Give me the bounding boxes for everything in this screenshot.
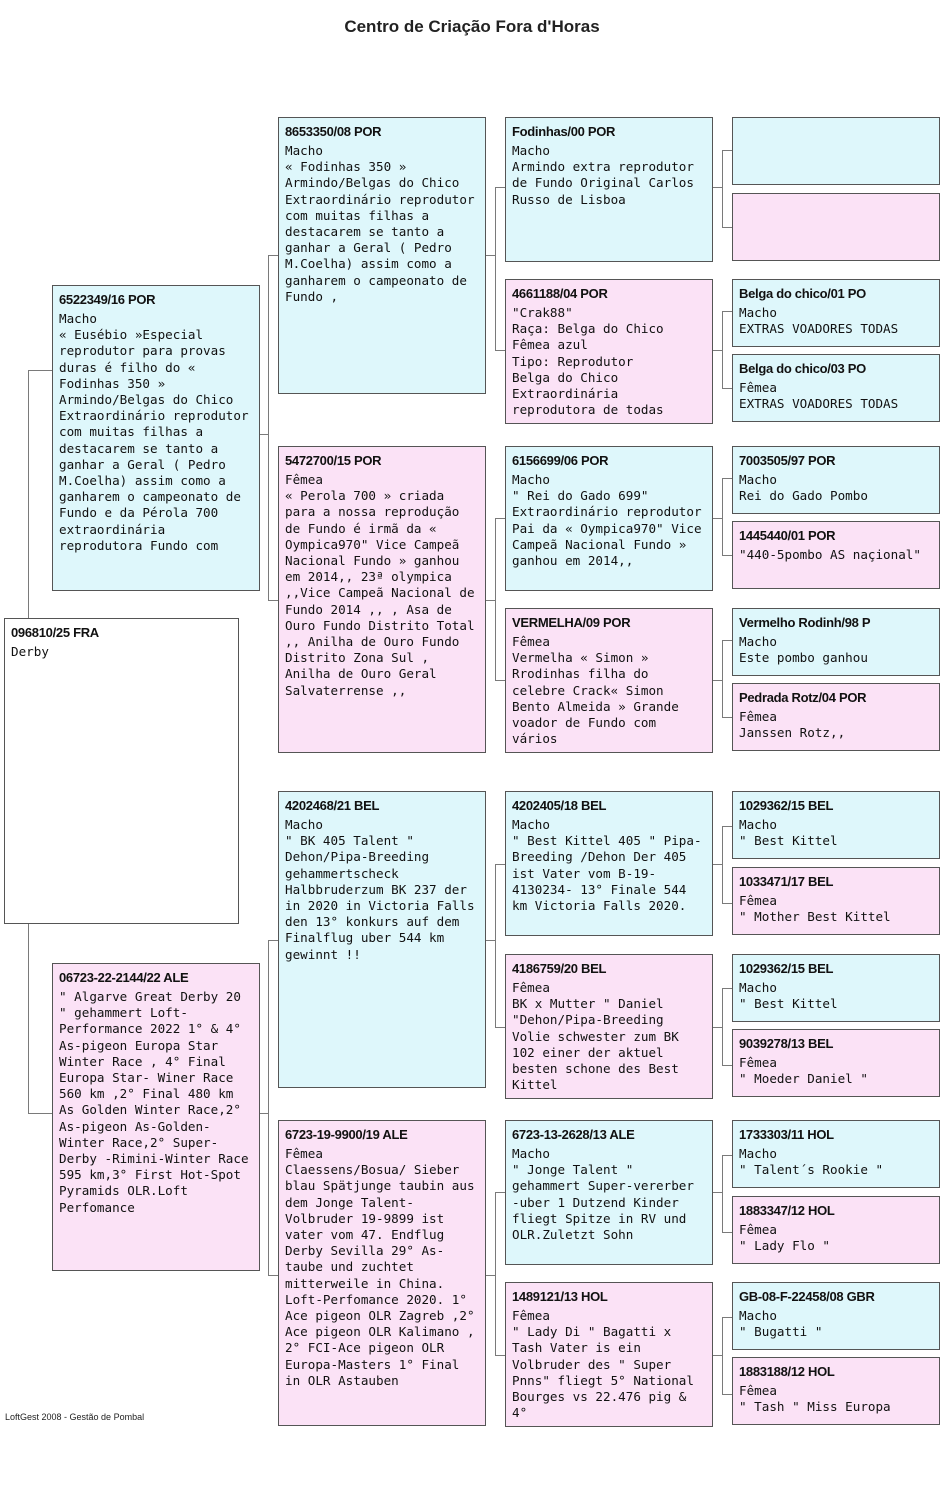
connector xyxy=(722,555,732,556)
connector xyxy=(722,150,723,227)
gen4-text: Fêmea Janssen Rotz,, xyxy=(739,709,846,741)
gen3-card[interactable] xyxy=(505,791,713,936)
connector xyxy=(713,350,722,351)
gen3-ring: 6156699/06 POR xyxy=(512,453,609,468)
gen4-ring: 1733303/11 HOL xyxy=(739,1127,834,1142)
connector xyxy=(722,478,723,555)
gen4-card[interactable] xyxy=(732,867,940,935)
connector xyxy=(268,255,269,600)
connector xyxy=(260,1113,268,1114)
connector xyxy=(495,1027,505,1028)
gen4-card[interactable] xyxy=(732,791,940,859)
connector xyxy=(722,1155,723,1232)
gen3-text: Macho Armindo extra reprodutor de Fundo Original Carlos Russo de Lisboa xyxy=(512,143,694,207)
gen4-card[interactable] xyxy=(732,1357,940,1425)
grandsire-maternal-ring: 4202468/21 BEL xyxy=(285,798,380,813)
gen4-ring xyxy=(733,118,939,128)
connector xyxy=(495,680,505,681)
gen4-ring: Pedrada Rotz/04 POR xyxy=(739,690,867,705)
gen4-card[interactable] xyxy=(732,279,940,347)
connector xyxy=(722,1155,732,1156)
gen4-ring: 1883188/12 HOL xyxy=(739,1364,835,1379)
gen4-ring: 1033471/17 BEL xyxy=(739,874,834,889)
gen3-ring: 4186759/20 BEL xyxy=(512,961,607,976)
gen4-ring: 7003505/97 POR xyxy=(739,453,836,468)
gen4-card[interactable] xyxy=(732,608,940,676)
connector xyxy=(28,370,52,371)
connector xyxy=(722,826,723,903)
grandsire-maternal-text: Macho " BK 405 Talent " Dehon/Pipa-Breeding gehammertscheck Halbbruderzum BK 237 der in 2020 in Victoria Falls den 13° konkurs auf dem Finalflug uber 544 km gewinnt !! xyxy=(285,817,475,962)
connector xyxy=(722,1394,732,1395)
gen4-text: Fêmea " Mother Best Kittel xyxy=(739,893,891,925)
grandsire-paternal-ring: 8653350/08 POR xyxy=(285,124,382,139)
gen3-card[interactable] xyxy=(505,446,713,591)
connector xyxy=(722,311,723,388)
granddam-maternal-text: Fêmea Claessens/Bosua/ Sieber blau Spätjunge taubin aus dem Jonge Talent-Volbruder 19-9899 ist vater vom 47. Endflug Derby Sevilla 29° As-taube und zuchtet mitterweile in China. Loft-Perfomance 2020. 1° Ace pigeon OLR Zagreb ,2° Ace pigeon OLR Kalimano , 2° FCI-Ace pigeon OLR Europa-Masters 1° Final in OLR Astauben xyxy=(285,1146,475,1388)
connector xyxy=(713,1192,722,1193)
subject-card[interactable] xyxy=(4,618,239,924)
grandsire-paternal-card[interactable] xyxy=(278,117,486,394)
footer-credit: LoftGest 2008 - Gestão de Pombal xyxy=(5,1412,145,1422)
connector xyxy=(268,940,269,1275)
gen3-card[interactable] xyxy=(505,954,713,1099)
connector xyxy=(495,350,505,351)
gen4-ring: 9039278/13 BEL xyxy=(739,1036,834,1051)
gen4-ring: 1029362/15 BEL xyxy=(739,798,834,813)
gen3-text: Macho " Jonge Talent " gehammert Super-vererber -uber 1 Dutzend Kinder fliegt Spitze in RV und OLR.Zuletzt Sohn xyxy=(512,1146,694,1243)
gen3-card[interactable] xyxy=(505,279,713,424)
gen4-card[interactable] xyxy=(732,1282,940,1350)
connector xyxy=(495,187,496,350)
gen4-text: Fêmea " Tash " Miss Europa xyxy=(739,1383,891,1415)
connector xyxy=(495,187,505,188)
connector xyxy=(722,478,732,479)
gen4-text: Macho " Best Kittel xyxy=(739,980,838,1012)
gen3-text: Fêmea Vermelha « Simon » Rrodinhas filha do celebre Crack« Simon Bento Almeida » Grande voador de Fundo com vários xyxy=(512,634,679,747)
gen4-text: Fêmea EXTRAS VOADORES TODAS xyxy=(739,380,899,412)
connector xyxy=(722,640,723,717)
gen3-text: Fêmea " Lady Di " Bagatti x Tash Vater is ein Volbruder des " Super Pnns" fliegt 5° National Bourges vs 22.476 pig & 4° xyxy=(512,1308,694,1421)
gen3-card[interactable] xyxy=(505,1282,713,1427)
connector xyxy=(495,518,496,680)
connector xyxy=(722,1317,732,1318)
gen4-ring: 1883347/12 HOL xyxy=(739,1203,835,1218)
connector xyxy=(28,370,29,618)
gen4-text: Fêmea " Lady Flo " xyxy=(739,1222,830,1254)
connector xyxy=(713,518,722,519)
connector xyxy=(495,1355,505,1356)
connector xyxy=(28,1113,52,1114)
gen4-card[interactable] xyxy=(732,954,940,1022)
gen3-text: Fêmea BK x Mutter " Daniel "Dehon/Pipa-Breeding Volie schwester zum BK 102 einer der aktuel besten schone des Best Kittel xyxy=(512,980,679,1093)
gen3-text: Macho " Best Kittel 405 " Pipa-Breeding /Dehon Der 405 ist Vater vom B-19-4130234- 13° Finale 544 km Victoria Falls 2020. xyxy=(512,817,702,914)
gen3-ring: VERMELHA/09 POR xyxy=(512,615,631,630)
gen4-card[interactable] xyxy=(732,683,940,751)
gen4-text: Macho " Bugatti " xyxy=(739,1308,823,1340)
gen4-card[interactable] xyxy=(732,117,940,185)
connector xyxy=(713,187,722,188)
connector xyxy=(722,640,732,641)
connector xyxy=(495,1192,496,1355)
connector xyxy=(722,150,732,151)
gen4-text: Macho " Best Kittel xyxy=(739,817,838,849)
gen4-ring: 1445440/01 POR xyxy=(739,528,836,543)
gen4-card[interactable] xyxy=(732,1196,940,1264)
subject-ring: 096810/25 FRA xyxy=(11,625,99,640)
dam-text: " Algarve Great Derby 20 " gehammert Loft-Performance 2022 1° & 4° As-pigeon Europa Star Winter Race , 4° Final Europa Star- Winer Race 560 km ,2° Final 480 km As Golden Winter Race,2° As-pigeon As-Golden-Winter Race,2° Super-Derby -Rimini-Winter Race 595 km,3° First Hot-Spot Pyramids OLR.Loft Perfomance xyxy=(59,989,257,1215)
connector xyxy=(713,864,722,865)
gen4-ring: 1029362/15 BEL xyxy=(739,961,834,976)
grandsire-paternal-text: Macho « Fodinhas 350 » Armindo/Belgas do Chico Extraordinário reprodutor com muitas filhas a destacarem se tanto a ganhar a Geral ( Pedro M.Coelha) assim como a ganharem o campeonato de Fundo , xyxy=(285,143,475,304)
connector xyxy=(722,903,732,904)
connector xyxy=(713,1027,722,1028)
gen4-card[interactable] xyxy=(732,354,940,422)
connector xyxy=(495,1192,505,1193)
gen3-text: "Crak88" Raça: Belga do Chico Fêmea azul Tipo: Reprodutor Belga do Chico Extraordinária reprodutora de todas xyxy=(512,305,664,418)
granddam-maternal-ring: 6723-19-9900/19 ALE xyxy=(285,1127,408,1142)
connector xyxy=(486,940,495,941)
gen4-text: "440-5pombo AS naçional" xyxy=(739,547,921,562)
connector xyxy=(486,600,495,601)
gen4-card[interactable] xyxy=(732,1029,940,1097)
granddam-paternal-text: Fêmea « Perola 700 » criada para a nossa reprodução de Fundo é irmã da « Oympica970" Vice Campeã Nacional Fundo » ganhou em 2014,, 23ª olympica ,,Vice Campeã Nacional de Fundo 2014 ,, , Asa de Ouro Fundo Distrito Total ,, Anilha de Ouro Fundo Distrito Zona Sul , Anilha de Ouro Geral Salvaterrense ,, xyxy=(285,472,475,698)
gen4-text: Fêmea " Moeder Daniel " xyxy=(739,1055,868,1087)
gen3-ring: 6723-13-2628/13 ALE xyxy=(512,1127,635,1142)
connector xyxy=(268,940,278,941)
gen3-card[interactable] xyxy=(505,608,713,753)
connector xyxy=(722,826,732,827)
connector xyxy=(260,434,268,435)
gen3-card[interactable] xyxy=(505,1120,713,1265)
gen4-card[interactable] xyxy=(732,193,940,261)
connector xyxy=(713,1355,722,1356)
page-title: Centro de Criação Fora d'Horas xyxy=(344,17,600,36)
gen4-card[interactable] xyxy=(732,1120,940,1188)
gen4-ring: GB-08-F-22458/08 GBR xyxy=(739,1289,875,1304)
connector xyxy=(495,864,496,1027)
granddam-paternal-card[interactable] xyxy=(278,446,486,753)
connector xyxy=(722,1065,732,1066)
connector xyxy=(28,924,29,1114)
gen4-ring: Vermelho Rodinh/98 P xyxy=(739,615,871,630)
sire-card[interactable] xyxy=(52,285,260,591)
gen4-text: Macho Este pombo ganhou xyxy=(739,634,868,666)
gen4-card[interactable] xyxy=(732,446,940,514)
connector xyxy=(713,680,722,681)
gen3-ring: Fodinhas/00 POR xyxy=(512,124,616,139)
gen4-ring: Belga do chico/03 PO xyxy=(739,361,866,376)
subject-text: Derby xyxy=(11,644,49,659)
connector xyxy=(268,1275,278,1276)
gen3-text: Macho " Rei do Gado 699" Extraordinário reprodutor Pai da « Oympica970" Vice Campeã Nacional Fundo » ganhou em 2014,, xyxy=(512,472,702,569)
connector xyxy=(722,1317,723,1394)
connector xyxy=(722,1232,732,1233)
connector xyxy=(722,988,723,1065)
connector xyxy=(722,988,732,989)
gen4-ring: Belga do chico/01 PO xyxy=(739,286,866,301)
connector xyxy=(722,388,732,389)
connector xyxy=(268,600,278,601)
connector xyxy=(486,1275,495,1276)
sire-ring: 6522349/16 POR xyxy=(59,292,156,307)
connector xyxy=(486,255,495,256)
gen3-ring: 1489121/13 HOL xyxy=(512,1289,608,1304)
gen3-card[interactable] xyxy=(505,117,713,262)
gen3-ring: 4202405/18 BEL xyxy=(512,798,607,813)
connector xyxy=(722,717,732,718)
grandsire-maternal-card[interactable] xyxy=(278,791,486,1088)
connector xyxy=(268,255,278,256)
granddam-maternal-card[interactable] xyxy=(278,1120,486,1426)
gen4-text: Macho EXTRAS VOADORES TODAS xyxy=(739,305,899,337)
gen4-ring xyxy=(733,194,939,204)
connector xyxy=(722,311,732,312)
connector xyxy=(495,864,505,865)
connector xyxy=(495,518,505,519)
gen3-ring: 4661188/04 POR xyxy=(512,286,608,301)
sire-text: Macho « Eusébio »Especial reprodutor para provas duras é filho do « Fodinhas 350 » Armindo/Belgas do Chico Extraordinário reprodutor com muitas filhas a destacarem se tanto a ganhar a Geral ( Pedro M.Coelha) assim como a ganharem o campeonato de Fundo e da Pérola 700 extraordinária reprodutora Fundo com xyxy=(59,311,249,553)
gen4-text: Macho " Talent´s Rookie " xyxy=(739,1146,884,1178)
granddam-paternal-ring: 5472700/15 POR xyxy=(285,453,382,468)
connector xyxy=(722,227,732,228)
gen4-card[interactable] xyxy=(732,521,940,589)
dam-ring: 06723-22-2144/22 ALE xyxy=(59,970,189,985)
dam-card[interactable] xyxy=(52,963,260,1271)
gen4-text: Macho Rei do Gado Pombo xyxy=(739,472,868,504)
